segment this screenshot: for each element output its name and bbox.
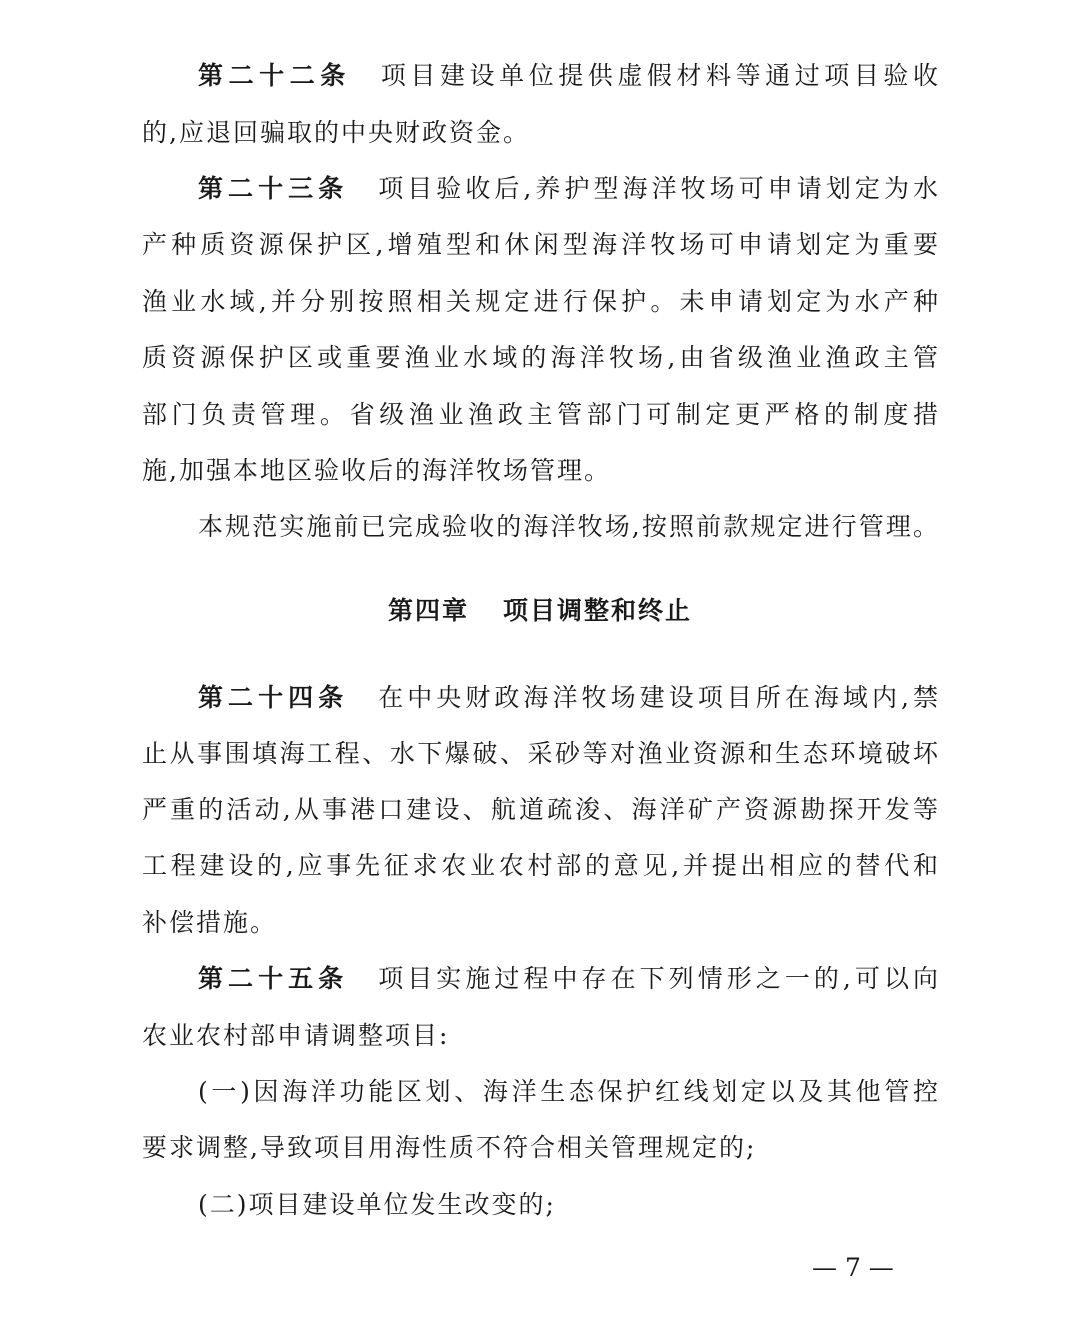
article-22-line-1: 第二十二条 项目建设单位提供虚假材料等通过项目验收 bbox=[198, 61, 940, 90]
article-23-line-1: 第二十三条 项目验收后,养护型海洋牧场可申请划定为水 bbox=[198, 174, 940, 203]
chapter-number: 第四章 bbox=[387, 596, 469, 625]
page-number: — 7 — bbox=[812, 1253, 894, 1282]
article-23-line-5: 部门负责管理。省级渔业渔政主管部门可制定更严格的制度措 bbox=[142, 400, 940, 429]
article-24-line-2: 止从事围填海工程、水下爆破、采砂等对渔业资源和生态环境破坏 bbox=[142, 739, 940, 768]
article-23-line-4: 质资源保护区或重要渔业水域的海洋牧场,由省级渔业渔政主管 bbox=[142, 343, 940, 372]
article-24-label: 第二十四条 bbox=[198, 683, 349, 712]
article-22-label: 第二十二条 bbox=[198, 61, 351, 90]
article-23-line-3: 渔业水域,并分别按照相关规定进行保护。未申请划定为水产种 bbox=[142, 287, 940, 316]
article-25-label: 第二十五条 bbox=[198, 964, 349, 993]
chapter-title: 项目调整和终止 bbox=[503, 596, 693, 625]
article-25-item-2: (二)项目建设单位发生改变的; bbox=[198, 1190, 556, 1219]
article-23-paragraph-2: 本规范实施前已完成验收的海洋牧场,按照前款规定进行管理。 bbox=[198, 512, 940, 541]
article-25-item-1-line-1: (一)因海洋功能区划、海洋生态保护红线划定以及其他管控 bbox=[198, 1077, 940, 1106]
article-24-line-1: 第二十四条 在中央财政海洋牧场建设项目所在海域内,禁 bbox=[198, 683, 940, 712]
article-24-line-5: 补偿措施。 bbox=[142, 908, 278, 937]
article-23-line-6: 施,加强本地区验收后的海洋牧场管理。 bbox=[142, 456, 611, 485]
article-24-line-3: 严重的活动,从事港口建设、航道疏浚、海洋矿产资源勘探开发等 bbox=[142, 795, 940, 824]
article-25-line-1: 第二十五条 项目实施过程中存在下列情形之一的,可以向 bbox=[198, 964, 940, 993]
article-25-item-1-line-2: 要求调整,导致项目用海性质不符合相关管理规定的; bbox=[142, 1133, 757, 1162]
article-23-line-2: 产种质资源保护区,增殖型和休闲型海洋牧场可申请划定为重要 bbox=[142, 230, 940, 259]
article-23-label: 第二十三条 bbox=[198, 174, 349, 203]
article-22-line-2: 的,应退回骗取的中央财政资金。 bbox=[142, 118, 530, 147]
chapter-heading bbox=[0, 593, 1080, 629]
article-25-line-2: 农业农村部申请调整项目: bbox=[142, 1021, 450, 1050]
article-24-line-4: 工程建设的,应事先征求农业农村部的意见,并提出相应的替代和 bbox=[142, 851, 940, 880]
